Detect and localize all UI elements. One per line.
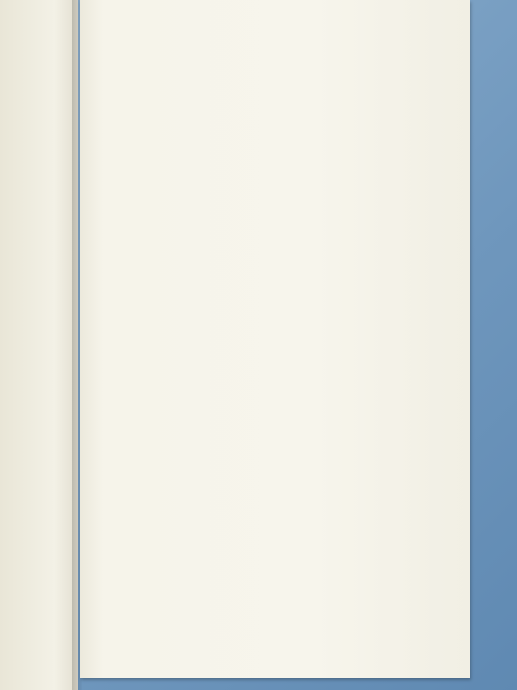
- table-of-contents: [80, 0, 470, 678]
- left-page: [0, 0, 78, 690]
- book-page: [80, 0, 470, 678]
